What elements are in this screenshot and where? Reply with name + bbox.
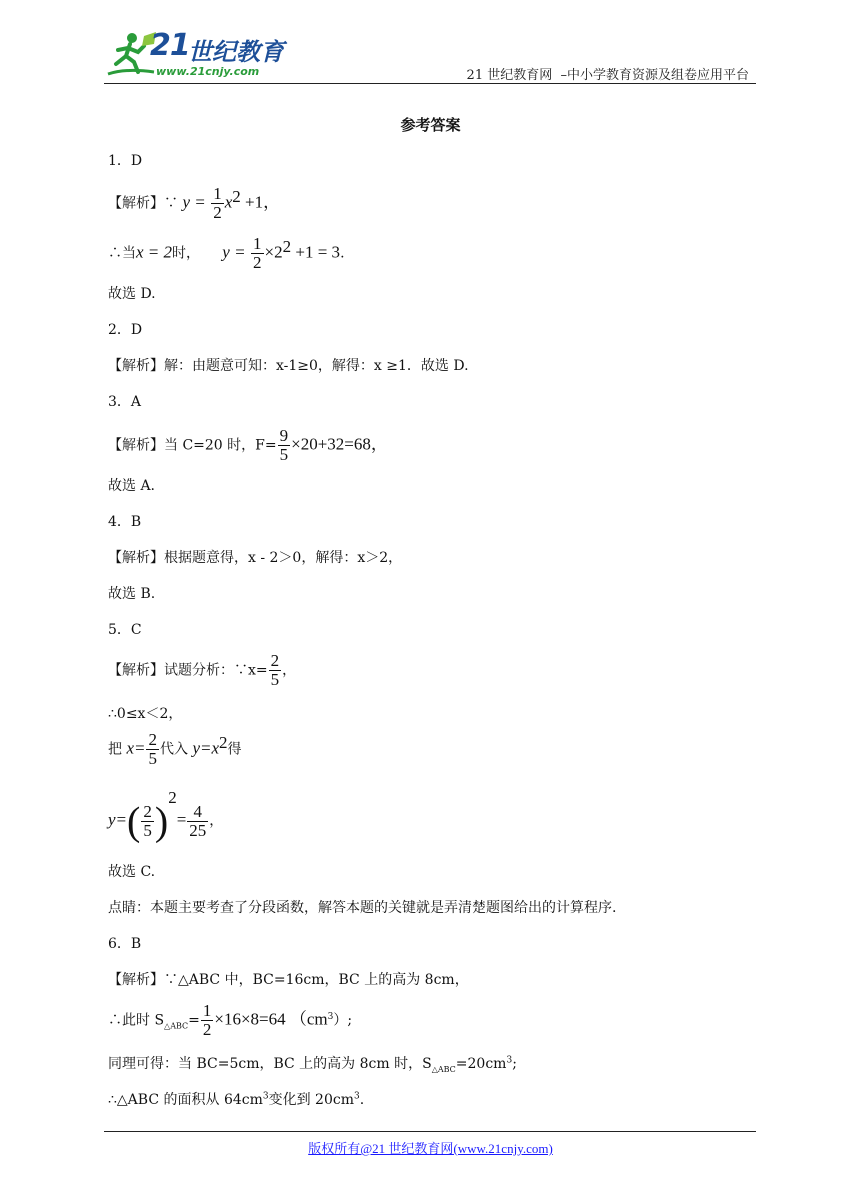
eq-tail: +1 = 3 [291,242,341,262]
area-value: =20cm [455,1056,507,1072]
since-symbol: ∵ [164,195,178,212]
explanation-text: ∴△ABC 的面积从 64cm [108,1092,263,1108]
eq-end: ）; [333,1012,353,1029]
logo-text: 世纪教育 [188,38,284,66]
fraction: $\frac{2}{5}$ [143,801,152,840]
exponent: 3 [506,1055,513,1066]
exponent: 3 [354,1091,360,1102]
x-value: x = 2 [136,242,173,262]
q6-explanation-line1: 【解析】∵△ABC 中，BC=16cm，BC 上的高为 8cm， [108,972,469,988]
explanation-text: 【解析】当 C=20 时，F= [108,437,277,454]
eq-mid: ×2 [264,242,283,262]
equals: = [176,810,187,829]
footer-divider [104,1131,756,1132]
q3-explanation [108,427,388,464]
substitute-into: 代入 [159,741,188,758]
q3-answer: 3．A [108,394,142,410]
q4-explanation: 【解析】根据题意得，x - 2＞0，解得：x＞2， [108,550,403,566]
q6-explanation-line2 [108,1002,352,1039]
equals: = [188,1012,200,1029]
page-header [0,0,861,90]
therefore-text: ∴当 [108,245,136,262]
q5-result: y=( $\frac{2}{5}$ )$^2$= $\frac{4}{25}$ ， [108,788,224,844]
q5-answer: 5．C [108,622,142,638]
eq-tail: +1， [240,192,281,212]
period: . [359,1092,365,1108]
logo-url: www.21cnjy.com [156,65,260,78]
fraction: $\frac{1}{2}$ [253,234,262,272]
page-title: 参考答案 [400,116,461,134]
site-logo[interactable] [104,28,284,80]
semicolon: ; [512,1056,517,1072]
q6-answer: 6．B [108,936,142,952]
q6-explanation-line3 [108,1053,517,1074]
eq-tail: ×20+32=68， [291,434,388,454]
q4-choose: 故选 B. [108,586,156,602]
triangle-subscript: △ABC [164,1021,189,1031]
function-expr: y=x [192,738,219,758]
substitute-text: 把 [108,741,122,758]
fraction: $\frac{2}{5}$ [148,730,157,768]
eq-lhs: y = [222,242,246,262]
fraction: $\frac{2}{5}$ [270,651,280,689]
q1-explanation-line2 [108,235,345,272]
q5-choose: 故选 C. [108,864,156,880]
comma: ， [282,662,297,679]
eq-var: x [224,192,233,212]
q5-substitute [108,731,242,768]
triangle-subscript: △ABC [431,1064,456,1074]
eq-tail: ×16×8=64 （cm [214,1009,328,1029]
logo-number: 21 [150,28,190,63]
explanation-text: 【解析】试题分析：∵x= [108,662,268,679]
fraction: $\frac{9}{5}$ [279,426,289,464]
q1-explanation-line1 [108,185,280,222]
exponent: 3 [262,1091,269,1102]
explanation-text: 同理可得：当 BC=5cm，BC 上的高为 8cm 时，S [108,1056,432,1072]
exponent: 2 [168,788,177,807]
q3-choose: 故选 A. [108,478,156,494]
q5-note: 点睛：本题主要考查了分段函数，解答本题的关键就是弄清楚题图给出的计算程序. [108,900,617,916]
q1-choose: 故选 D. [108,286,156,302]
copyright-link[interactable]: 版权所有@21 世纪教育网(www.21cnjy.com) [308,1141,553,1156]
y-var: y= [108,810,128,829]
fraction: $\frac{4}{25}$ [189,801,207,840]
comma: ， [209,813,224,829]
fraction: $\frac{1}{2}$ [202,1001,212,1039]
fraction: $\frac{1}{2}$ [213,184,222,222]
q2-answer: 2．D [108,322,143,338]
when-text: 时， [172,245,201,262]
q4-answer: 4．B [108,514,142,530]
header-divider [104,83,756,84]
q5-range: ∴0≤x＜2， [108,706,183,722]
explanation-text: 变化到 20cm [268,1092,354,1108]
exponent: 2 [282,236,292,256]
q5-explanation [108,652,296,689]
site-name: 21 世纪教育网 –中小学教育资源及组卷应用平台 [466,68,749,83]
q2-explanation: 【解析】解：由题意可知：x-1≥0，解得：x ≥1．故选 D. [108,358,469,374]
exponent: 2 [232,186,241,206]
q1-answer: 1．D [108,153,143,169]
q6-explanation-line4 [108,1089,364,1109]
exponent: 3 [327,1011,334,1022]
period: . [340,245,345,262]
eq-lhs: y = [182,192,206,212]
explanation-label: 【解析】 [108,195,164,212]
x-var: x= [126,738,146,758]
exponent: 2 [219,732,228,752]
area-label: ∴此时 S [108,1012,165,1029]
substitute-tail: 得 [227,741,242,758]
